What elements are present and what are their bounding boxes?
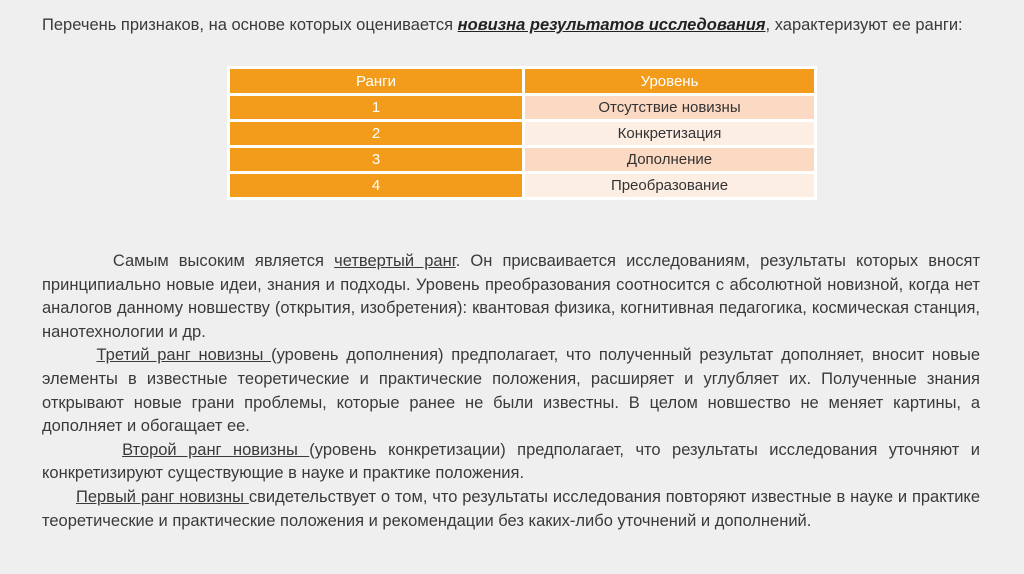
paragraph-second-rank — [42, 439, 980, 486]
rank-cell: 4 — [229, 173, 524, 199]
rank-cell: 1 — [229, 95, 524, 121]
p2-text: (уровень дополнения) предполагает, что полученный результат дополняет, вносит новые элементы в известные теоретические и практические положения, расширяет и углубляет их. Полученные знания открывают новые грани проблемы, которые ранее не были известны. В целом новшество не меняет картины, а дополняет и обогащает ее. — [42, 346, 980, 436]
table-row — [229, 147, 816, 173]
rank-cell: 2 — [229, 121, 524, 147]
p3-text: (уровень конкретизации) предполагает, что результаты исследования уточняют и конкретизируют существующие в науке и практике положения. — [42, 440, 980, 483]
intro-text-end: , характеризуют ее ранги: — [765, 16, 963, 34]
intro-emphasis: новизна результатов исследования — [457, 16, 766, 34]
p1-text-end: . Он присваивается исследованиям, результаты которых вносят принципиально новые идеи, знания и подходы. Уровень преобразования соотносится с абсолютной новизной, когда нет аналогов данному новшеству (открытия, изобретения): квантовая физика, когнитивная педагогика, космическая станция, нанотехнологии и др. — [42, 252, 980, 341]
table-header-row — [229, 68, 816, 95]
header-ranks: Ранги — [229, 68, 524, 95]
p4-text: свидетельствует о том, что результаты исследования повторяют известные в науке и практике теоретические и практические положения и рекомендации без каких-либо уточнений и дополнений. — [42, 487, 980, 530]
level-cell: Конкретизация — [524, 121, 816, 147]
table-row — [229, 121, 816, 147]
p2-underlined: Третий ранг новизны — [96, 346, 272, 365]
ranks-table — [227, 66, 817, 200]
table-row — [229, 95, 816, 121]
level-cell: Отсутствие новизны — [524, 95, 816, 121]
intro-paragraph — [42, 13, 980, 37]
p4-underlined: Первый ранг новизны — [75, 487, 249, 506]
p1-underlined: четвертый ранг — [334, 252, 456, 270]
rank-cell: 3 — [229, 147, 524, 173]
level-cell: Дополнение — [524, 147, 816, 173]
table-row — [229, 173, 816, 199]
body-text — [42, 250, 980, 533]
level-cell: Преобразование — [524, 173, 816, 199]
paragraph-first-rank — [42, 486, 980, 533]
p1-text-start: Самым высоким является — [112, 252, 335, 270]
intro-text-start: Перечень признаков, на основе которых оценивается — [42, 16, 458, 34]
paragraph-third-rank — [42, 344, 980, 438]
p3-underlined: Второй ранг новизны — [122, 440, 310, 459]
header-level: Уровень — [524, 68, 816, 95]
paragraph-fourth-rank — [42, 250, 980, 344]
